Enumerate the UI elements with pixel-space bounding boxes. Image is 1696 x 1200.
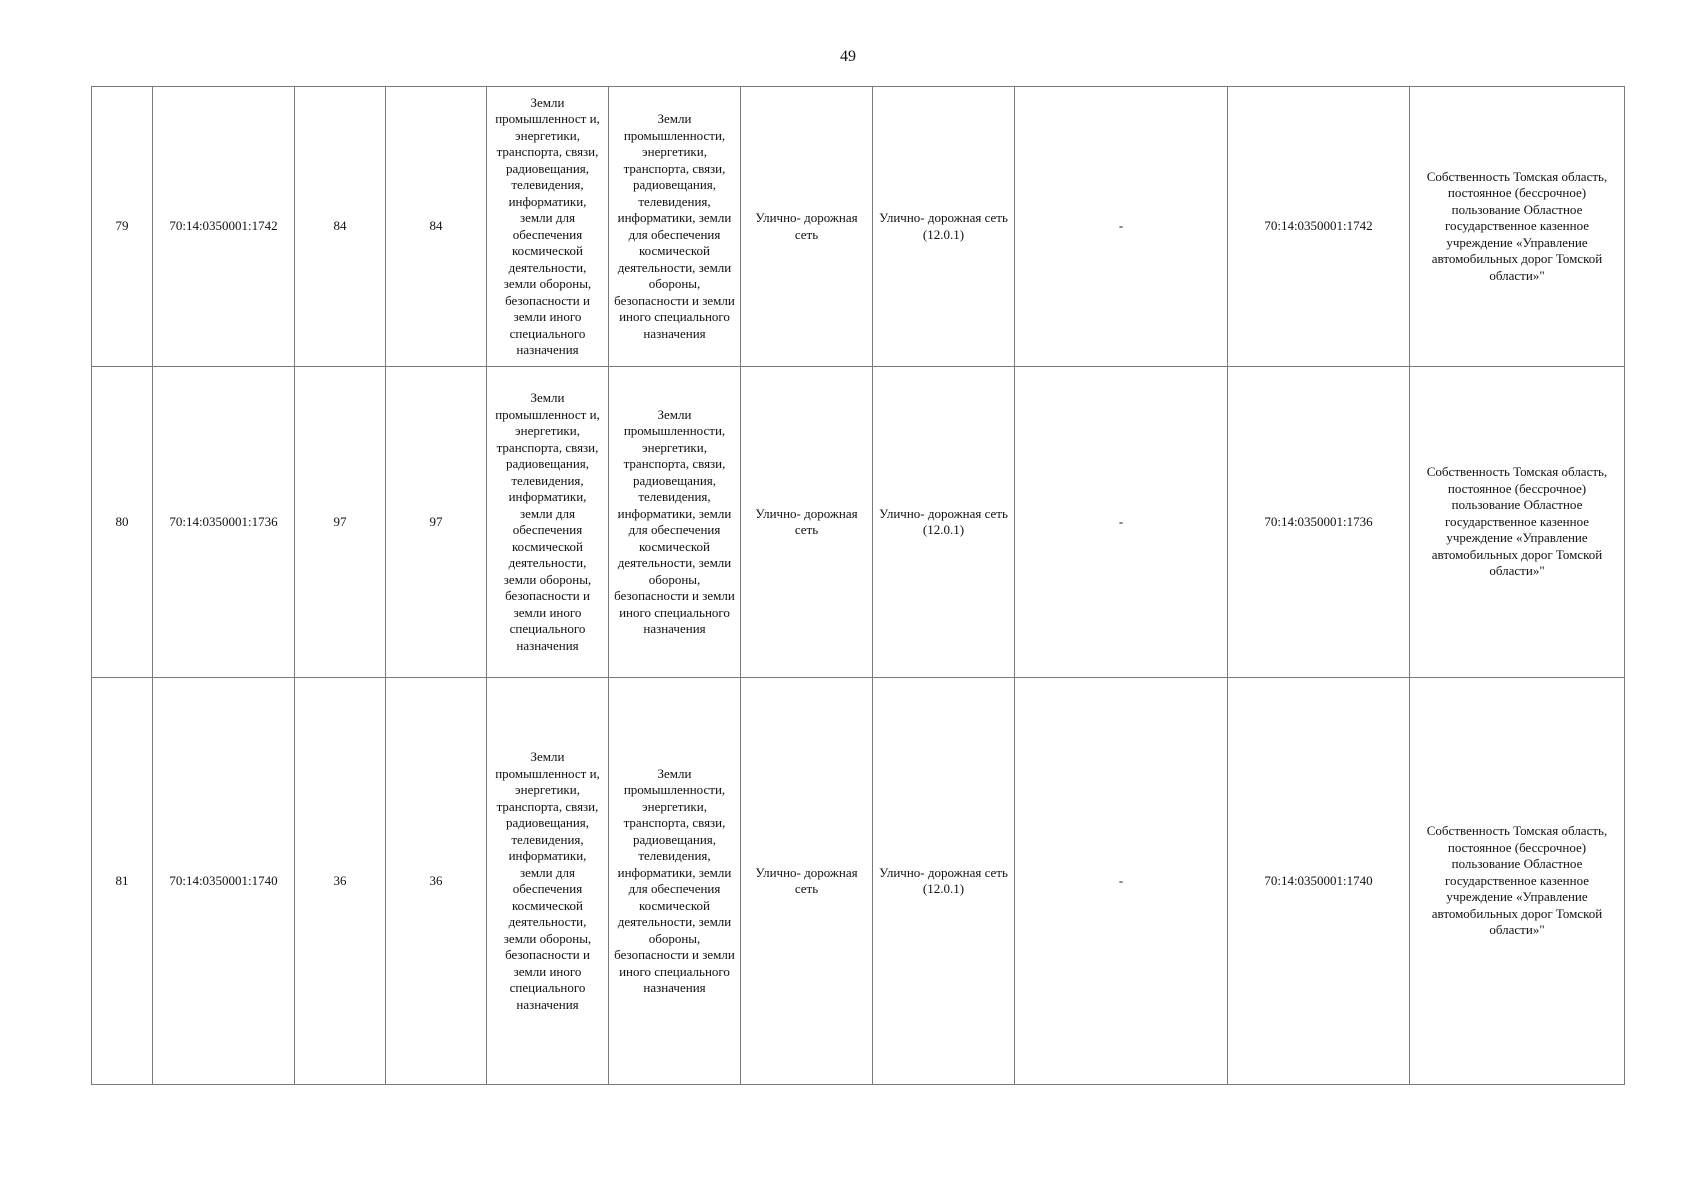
empty-dash-cell: - <box>1015 87 1228 367</box>
row-number-cell: 79 <box>92 87 153 367</box>
area-cell-2: 84 <box>386 87 487 367</box>
land-category-cell: Земли промышленност и, энергетики, транспорта, связи, радиовещания, телевидения, информатики, земли для обеспечения космической деятельности, земли обороны, безопасности и земли иного специального назначения <box>487 87 609 367</box>
row-number-cell: 81 <box>92 678 153 1085</box>
page-number: 49 <box>840 48 856 65</box>
cadastral-number-cell: 70:14:0350001:1740 <box>153 678 295 1085</box>
row-number-cell: 80 <box>92 367 153 678</box>
permitted-use-cell: Улично- дорожная сеть <box>741 678 873 1085</box>
land-category-cell: Земли промышленност и, энергетики, транспорта, связи, радиовещания, телевидения, информатики, земли для обеспечения космической деятельности, земли обороны, безопасности и земли иного специального назначения <box>487 367 609 678</box>
area-cell: 97 <box>295 367 386 678</box>
area-cell: 36 <box>295 678 386 1085</box>
table-row <box>92 87 1625 367</box>
table-row <box>92 678 1625 1085</box>
permitted-use-cell: Улично- дорожная сеть <box>741 367 873 678</box>
cadastral-number-cell: 70:14:0350001:1742 <box>153 87 295 367</box>
land-category-cell-2: Земли промышленности, энергетики, транспорта, связи, радиовещания, телевидения, информатики, земли для обеспечения космической деятельности, земли обороны, безопасности и земли иного специального назначения <box>609 87 741 367</box>
permitted-use-code-cell: Улично- дорожная сеть (12.0.1) <box>873 367 1015 678</box>
permitted-use-code-cell: Улично- дорожная сеть (12.0.1) <box>873 678 1015 1085</box>
permitted-use-cell: Улично- дорожная сеть <box>741 87 873 367</box>
ownership-cell: Собственность Томская область, постоянное (бессрочное) пользование Областное государственное казенное учреждение «Управление автомобильных дорог Томской области»" <box>1410 87 1625 367</box>
cadastral-number-cell: 70:14:0350001:1736 <box>153 367 295 678</box>
cadastral-number-cell-2: 70:14:0350001:1742 <box>1228 87 1410 367</box>
ownership-cell: Собственность Томская область, постоянное (бессрочное) пользование Областное государственное казенное учреждение «Управление автомобильных дорог Томской области»" <box>1410 367 1625 678</box>
land-plot-registry-table <box>91 86 1625 1085</box>
table-row <box>92 367 1625 678</box>
area-cell-2: 36 <box>386 678 487 1085</box>
land-category-cell-2: Земли промышленности, энергетики, транспорта, связи, радиовещания, телевидения, информатики, земли для обеспечения космической деятельности, земли обороны, безопасности и земли иного специального назначения <box>609 367 741 678</box>
empty-dash-cell: - <box>1015 678 1228 1085</box>
permitted-use-code-cell: Улично- дорожная сеть (12.0.1) <box>873 87 1015 367</box>
empty-dash-cell: - <box>1015 367 1228 678</box>
area-cell: 84 <box>295 87 386 367</box>
cadastral-number-cell-2: 70:14:0350001:1736 <box>1228 367 1410 678</box>
ownership-cell: Собственность Томская область, постоянное (бессрочное) пользование Областное государственное казенное учреждение «Управление автомобильных дорог Томской области»" <box>1410 678 1625 1085</box>
land-category-cell: Земли промышленност и, энергетики, транспорта, связи, радиовещания, телевидения, информатики, земли для обеспечения космической деятельности, земли обороны, безопасности и земли иного специального назначения <box>487 678 609 1085</box>
area-cell-2: 97 <box>386 367 487 678</box>
cadastral-number-cell-2: 70:14:0350001:1740 <box>1228 678 1410 1085</box>
land-category-cell-2: Земли промышленности, энергетики, транспорта, связи, радиовещания, телевидения, информатики, земли для обеспечения космической деятельности, земли обороны, безопасности и земли иного специального назначения <box>609 678 741 1085</box>
